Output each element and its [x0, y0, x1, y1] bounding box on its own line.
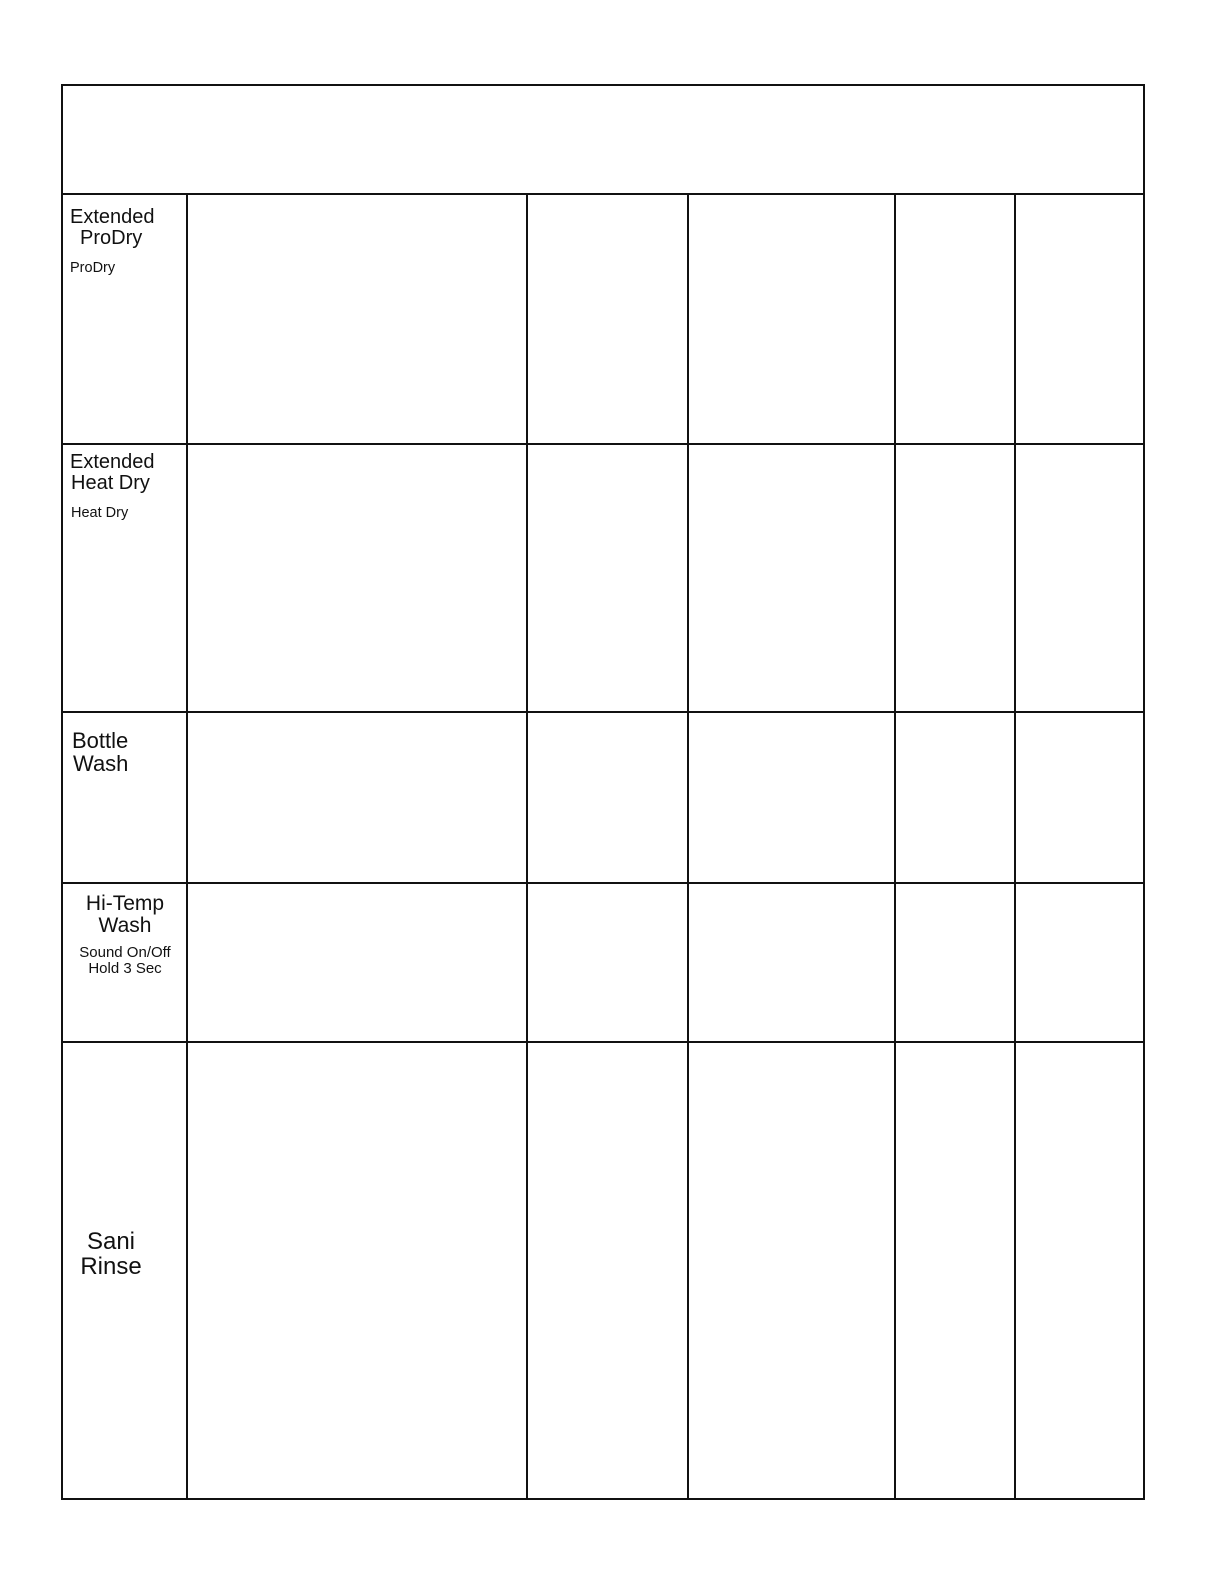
empty-cell	[187, 712, 527, 883]
row-hi-temp-wash	[63, 883, 1143, 1042]
label-sub-line: Hold 3 Sec	[88, 959, 162, 977]
label-cell	[63, 883, 187, 1042]
row-label	[70, 207, 155, 276]
empty-cell	[527, 195, 688, 444]
empty-cell	[895, 883, 1015, 1042]
empty-cell	[187, 1042, 527, 1499]
empty-cell	[527, 444, 688, 712]
option-chart	[61, 84, 1145, 1500]
label-main-line: Bottle	[72, 728, 129, 753]
empty-cell	[1015, 883, 1143, 1042]
empty-cell	[895, 444, 1015, 712]
empty-cell	[688, 195, 895, 444]
row-label	[63, 893, 187, 977]
empty-cell	[1015, 1042, 1143, 1499]
empty-cell	[895, 195, 1015, 444]
empty-cell	[187, 444, 527, 712]
label-sub-line: Heat Dry	[71, 505, 129, 521]
empty-cell	[1015, 444, 1143, 712]
empty-cell	[527, 883, 688, 1042]
row-sani-rinse	[63, 1042, 1143, 1499]
row-label	[63, 1229, 159, 1280]
empty-cell	[187, 195, 527, 444]
label-main-line: Rinse	[80, 1253, 142, 1281]
row-extended-prodry	[63, 195, 1143, 444]
label-sub-line: Sound On/Off	[79, 944, 171, 962]
empty-cell	[1015, 712, 1143, 883]
option-grid	[63, 195, 1143, 1499]
label-cell	[63, 195, 187, 444]
header-band	[63, 86, 1143, 195]
label-main-line: Sani	[86, 1228, 136, 1255]
label-main-line: Extended	[70, 451, 155, 473]
empty-cell	[527, 712, 688, 883]
empty-cell	[1015, 195, 1143, 444]
label-main-line: Wash	[98, 914, 152, 938]
label-cell	[63, 1042, 187, 1499]
row-bottle-wash	[63, 712, 1143, 883]
label-main-line: Hi-Temp	[85, 892, 165, 915]
label-main-line: ProDry	[80, 227, 143, 249]
label-cell	[63, 712, 187, 883]
empty-cell	[187, 883, 527, 1042]
row-label	[72, 729, 128, 775]
empty-cell	[688, 444, 895, 712]
label-sub-line: ProDry	[70, 260, 116, 276]
empty-cell	[688, 712, 895, 883]
empty-cell	[895, 712, 1015, 883]
row-extended-heat-dry	[63, 444, 1143, 712]
row-label	[70, 452, 155, 521]
empty-cell	[895, 1042, 1015, 1499]
label-main-line: Extended	[70, 206, 155, 228]
empty-cell	[688, 1042, 895, 1499]
label-cell	[63, 444, 187, 712]
label-main-line: Wash	[73, 751, 129, 777]
empty-cell	[688, 883, 895, 1042]
label-main-line: Heat Dry	[71, 472, 150, 494]
empty-cell	[527, 1042, 688, 1499]
